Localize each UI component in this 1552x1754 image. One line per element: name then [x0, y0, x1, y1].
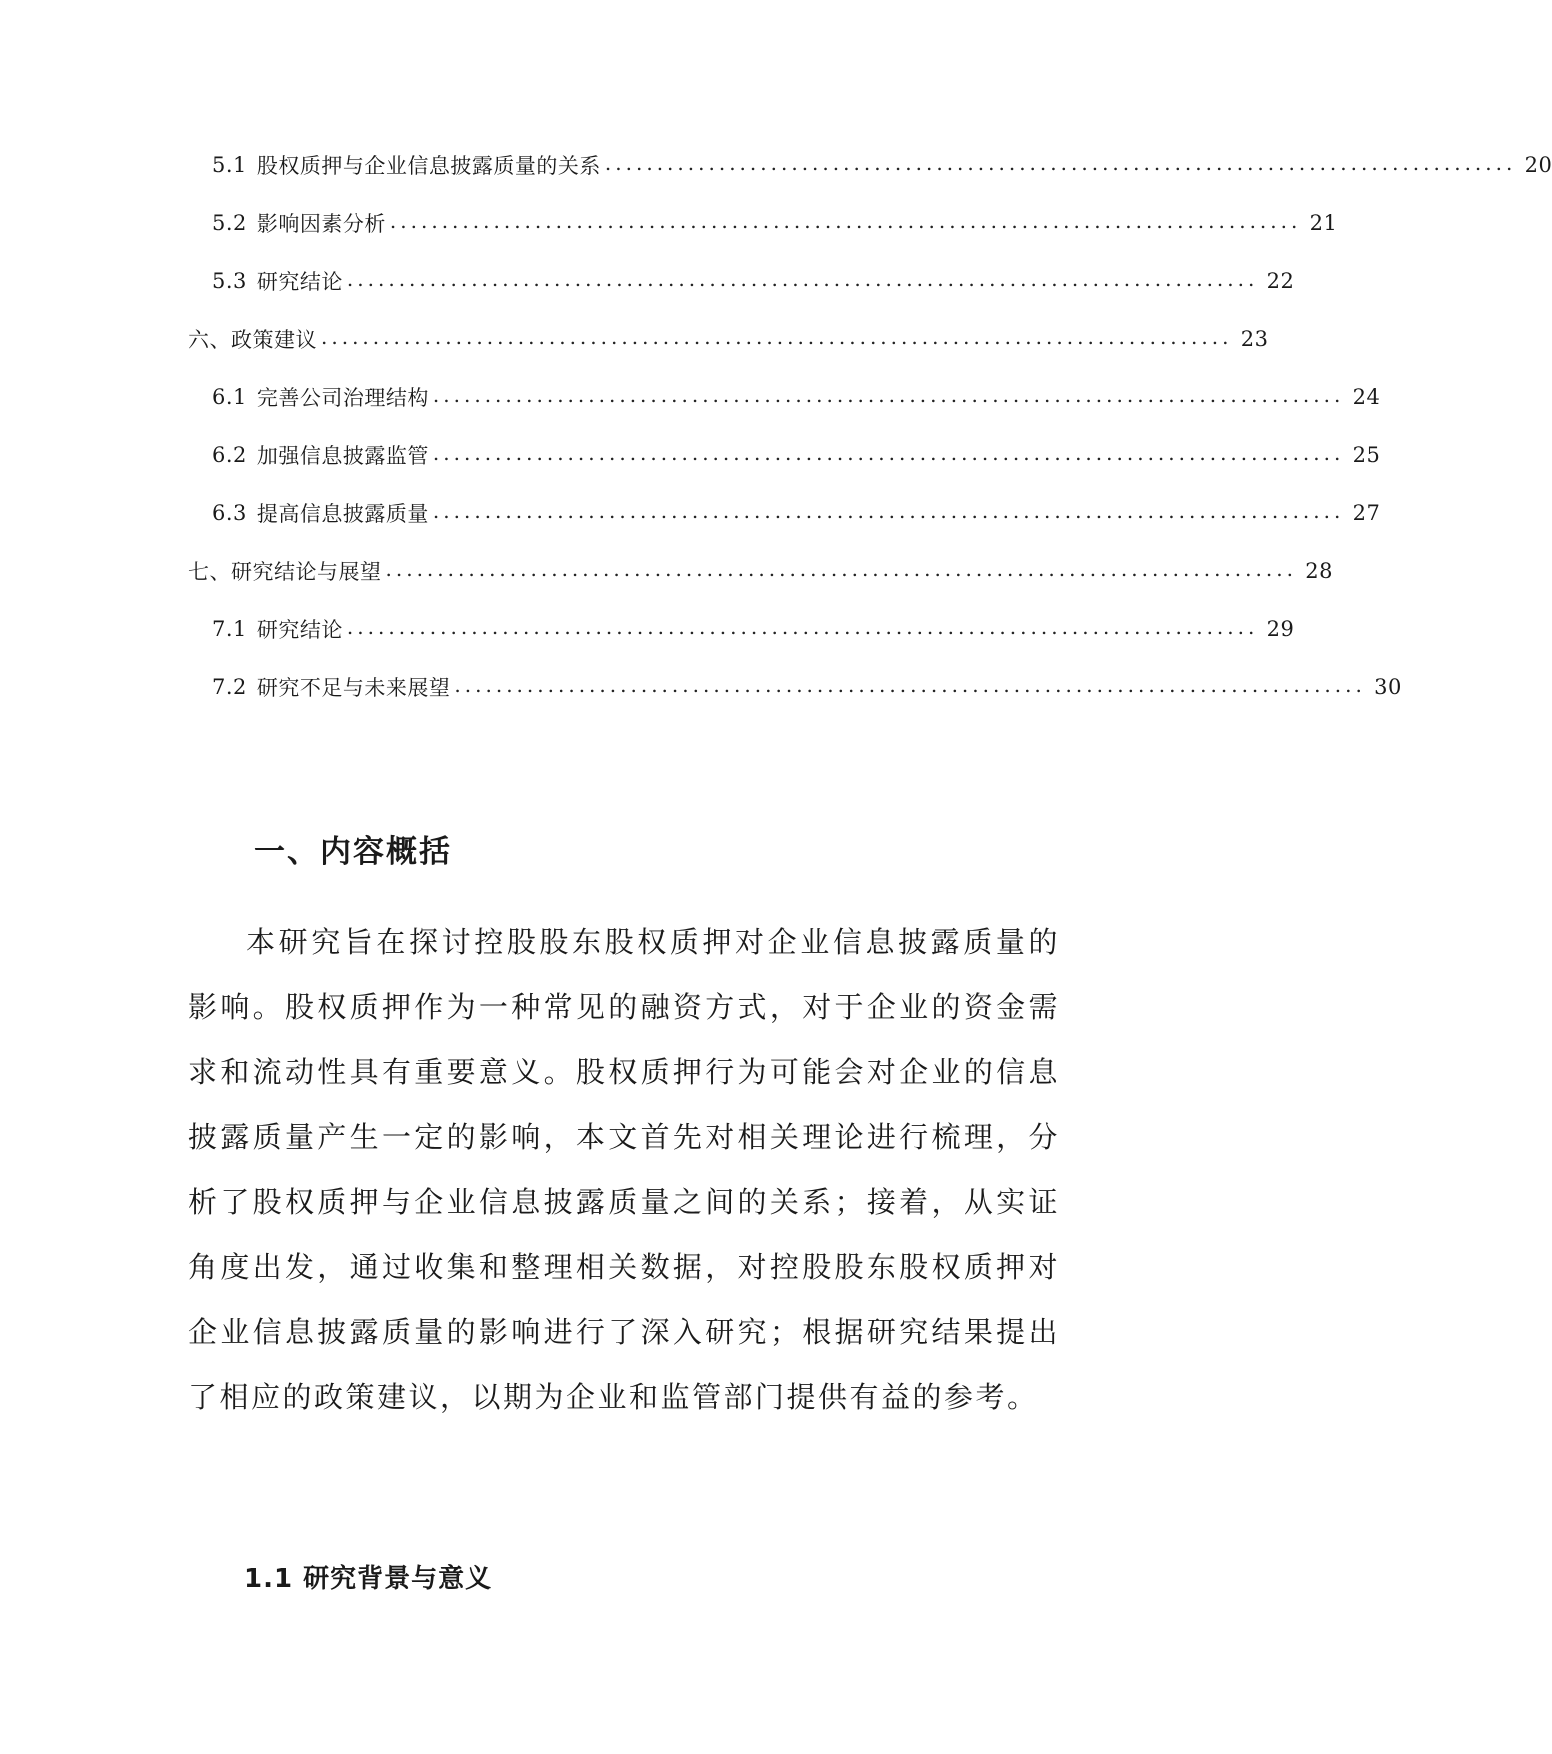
toc-entry-title: 研究结论	[256, 270, 343, 294]
toc-entry-page: 30	[1374, 675, 1402, 699]
toc-leader-dots: ........................................................................................	[454, 673, 1366, 697]
toc-entry-title: 加强信息披露监管	[256, 444, 429, 468]
toc-entry-number: 5.2	[212, 211, 247, 235]
toc-entry-number: 5.1	[212, 153, 247, 177]
toc-entry-page: 22	[1266, 269, 1295, 293]
toc-entry-page: 25	[1352, 443, 1381, 467]
toc-entry-page: 27	[1352, 501, 1381, 525]
toc-entry-number: 6.3	[212, 501, 247, 525]
toc-entry-page: 29	[1266, 617, 1295, 641]
toc-entry[interactable]	[212, 670, 1402, 704]
toc-entry-number: 6.1	[212, 385, 247, 409]
toc-leader-dots: ........................................................................................	[389, 209, 1302, 233]
paragraph: 本研究旨在探讨控股股东股权质押对企业信息披露质量的影响。股权质押作为一种常见的融资方式，对于企业的资金需求和流动性具有重要意义。股权质押行为可能会对企业的信息披露质量产生一定的影响，本文首先对相关理论进行梳理，分析了股权质押与企业信息披露质量之间的关系；接着，从实证角度出发，通过收集和整理相关数据，对控股股东股权质押对企业信息披露质量的影响进行了深入研究；根据研究结果提出了相应的政策建议，以期为企业和监管部门提供有益的参考。	[188, 925, 1060, 1414]
toc-entry-number: 7.2	[212, 675, 247, 699]
toc-entry-title: 七、研究结论与展望	[188, 560, 382, 584]
toc-entry-number: 6.2	[212, 443, 247, 467]
toc-leader-dots: ........................................................................................	[432, 499, 1345, 523]
toc-entry-title: 研究不足与未来展望	[256, 676, 451, 700]
section-heading: 一、内容概括	[254, 834, 452, 870]
toc-entry-title: 股权质押与企业信息披露质量的关系	[256, 154, 601, 178]
toc-entry-title: 研究结论	[256, 618, 343, 642]
toc-entry-title: 提高信息披露质量	[256, 502, 429, 526]
toc-leader-dots: ........................................................................................	[432, 383, 1345, 407]
toc-leader-dots: ........................................................................................	[321, 325, 1233, 349]
toc-entry-number: 7.1	[212, 617, 247, 641]
toc-entry[interactable]	[212, 206, 1338, 240]
toc-leader-dots: ........................................................................................	[604, 151, 1517, 175]
toc-entry-title: 影响因素分析	[256, 212, 386, 236]
toc-leader-dots: ........................................................................................	[346, 615, 1259, 639]
toc-entry-page: 21	[1309, 211, 1338, 235]
toc-entry-chapter[interactable]	[188, 554, 1333, 588]
body-text	[188, 910, 1060, 1430]
toc-entry[interactable]	[212, 612, 1295, 646]
toc-entry-page: 24	[1352, 385, 1381, 409]
toc-entry-page: 28	[1305, 559, 1333, 583]
toc-leader-dots: ........................................................................................	[432, 441, 1345, 465]
toc-entry[interactable]	[212, 496, 1381, 530]
toc-entry-page: 20	[1524, 153, 1552, 177]
toc-entry[interactable]	[212, 148, 1552, 182]
toc-entry-page: 23	[1240, 327, 1269, 351]
toc-entry-chapter[interactable]	[188, 322, 1269, 356]
toc-leader-dots: ........................................................................................	[346, 267, 1259, 291]
toc-entry[interactable]	[212, 438, 1381, 472]
toc-entry-title: 六、政策建议	[188, 328, 317, 352]
toc-entry-number: 5.3	[212, 269, 247, 293]
toc-entry[interactable]	[212, 264, 1295, 298]
subsection-heading: 1.1 研究背景与意义	[244, 1564, 493, 1594]
toc-leader-dots: ........................................................................................	[385, 557, 1297, 581]
toc-entry[interactable]	[212, 380, 1381, 414]
toc-entry-title: 完善公司治理结构	[256, 386, 429, 410]
